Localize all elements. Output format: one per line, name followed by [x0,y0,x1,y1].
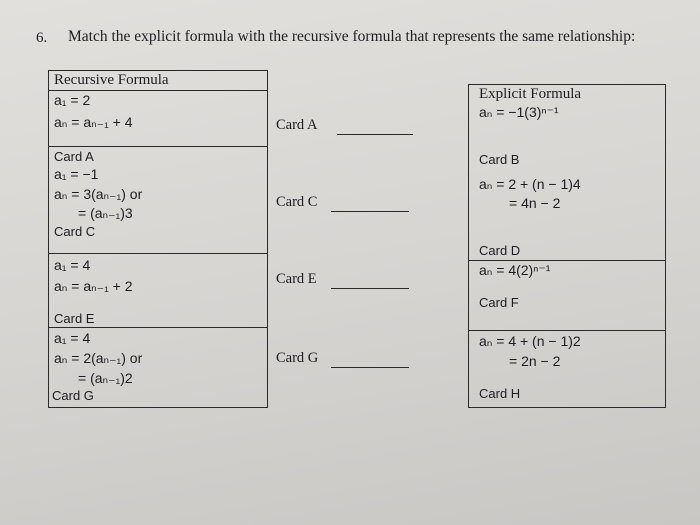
card-a-line2: aₙ = aₙ₋₁ + 4 [54,114,133,130]
card-a-line1: a₁ = 2 [54,92,91,108]
recursive-formula-table [48,70,268,408]
match-blank-e[interactable] [331,288,409,289]
card-e-label: Card E [54,311,95,326]
card-f-formula: aₙ = 4(2)ⁿ⁻¹ [479,262,551,278]
match-blank-c[interactable] [331,211,409,212]
card-b-label: Card B [479,152,520,167]
card-g-line1: a₁ = 4 [54,330,91,346]
card-g-line2: aₙ = 2(aₙ₋₁) or [54,350,143,366]
card-b-formula: aₙ = −1(3)ⁿ⁻¹ [479,104,559,120]
card-d-line1: aₙ = 2 + (n − 1)4 [479,176,581,192]
card-c-line2: aₙ = 3(aₙ₋₁) or [54,186,143,202]
card-f-label: Card F [479,295,519,310]
card-h-line1: aₙ = 4 + (n − 1)2 [479,333,581,349]
card-h-label: Card H [479,386,521,401]
card-c-line1: a₁ = −1 [54,166,99,182]
question-number: 6. [36,30,48,46]
card-g-label: Card G [52,388,94,403]
explicit-formula-table [468,84,666,408]
match-card-c: Card C [276,194,318,210]
match-card-a: Card A [276,117,318,133]
recursive-header: Recursive Formula [54,72,169,88]
card-h-line2: = 2n − 2 [509,353,561,369]
card-c-label: Card C [54,224,96,239]
card-a-label: Card A [54,149,94,164]
card-e-line2: aₙ = aₙ₋₁ + 2 [54,278,133,294]
card-c-line3: = (aₙ₋₁)3 [78,205,133,221]
match-card-g: Card G [276,350,319,366]
card-g-line3: = (aₙ₋₁)2 [78,370,133,386]
match-card-e: Card E [276,271,317,287]
match-blank-g[interactable] [331,367,409,368]
question-prompt: Match the explicit formula with the recursive formula that represents the same relationship: [68,28,636,45]
card-e-line1: a₁ = 4 [54,257,91,273]
card-d-line2: = 4n − 2 [509,195,561,211]
explicit-header: Explicit Formula [479,86,582,102]
match-blank-a[interactable] [337,134,413,135]
card-d-label: Card D [479,243,521,258]
